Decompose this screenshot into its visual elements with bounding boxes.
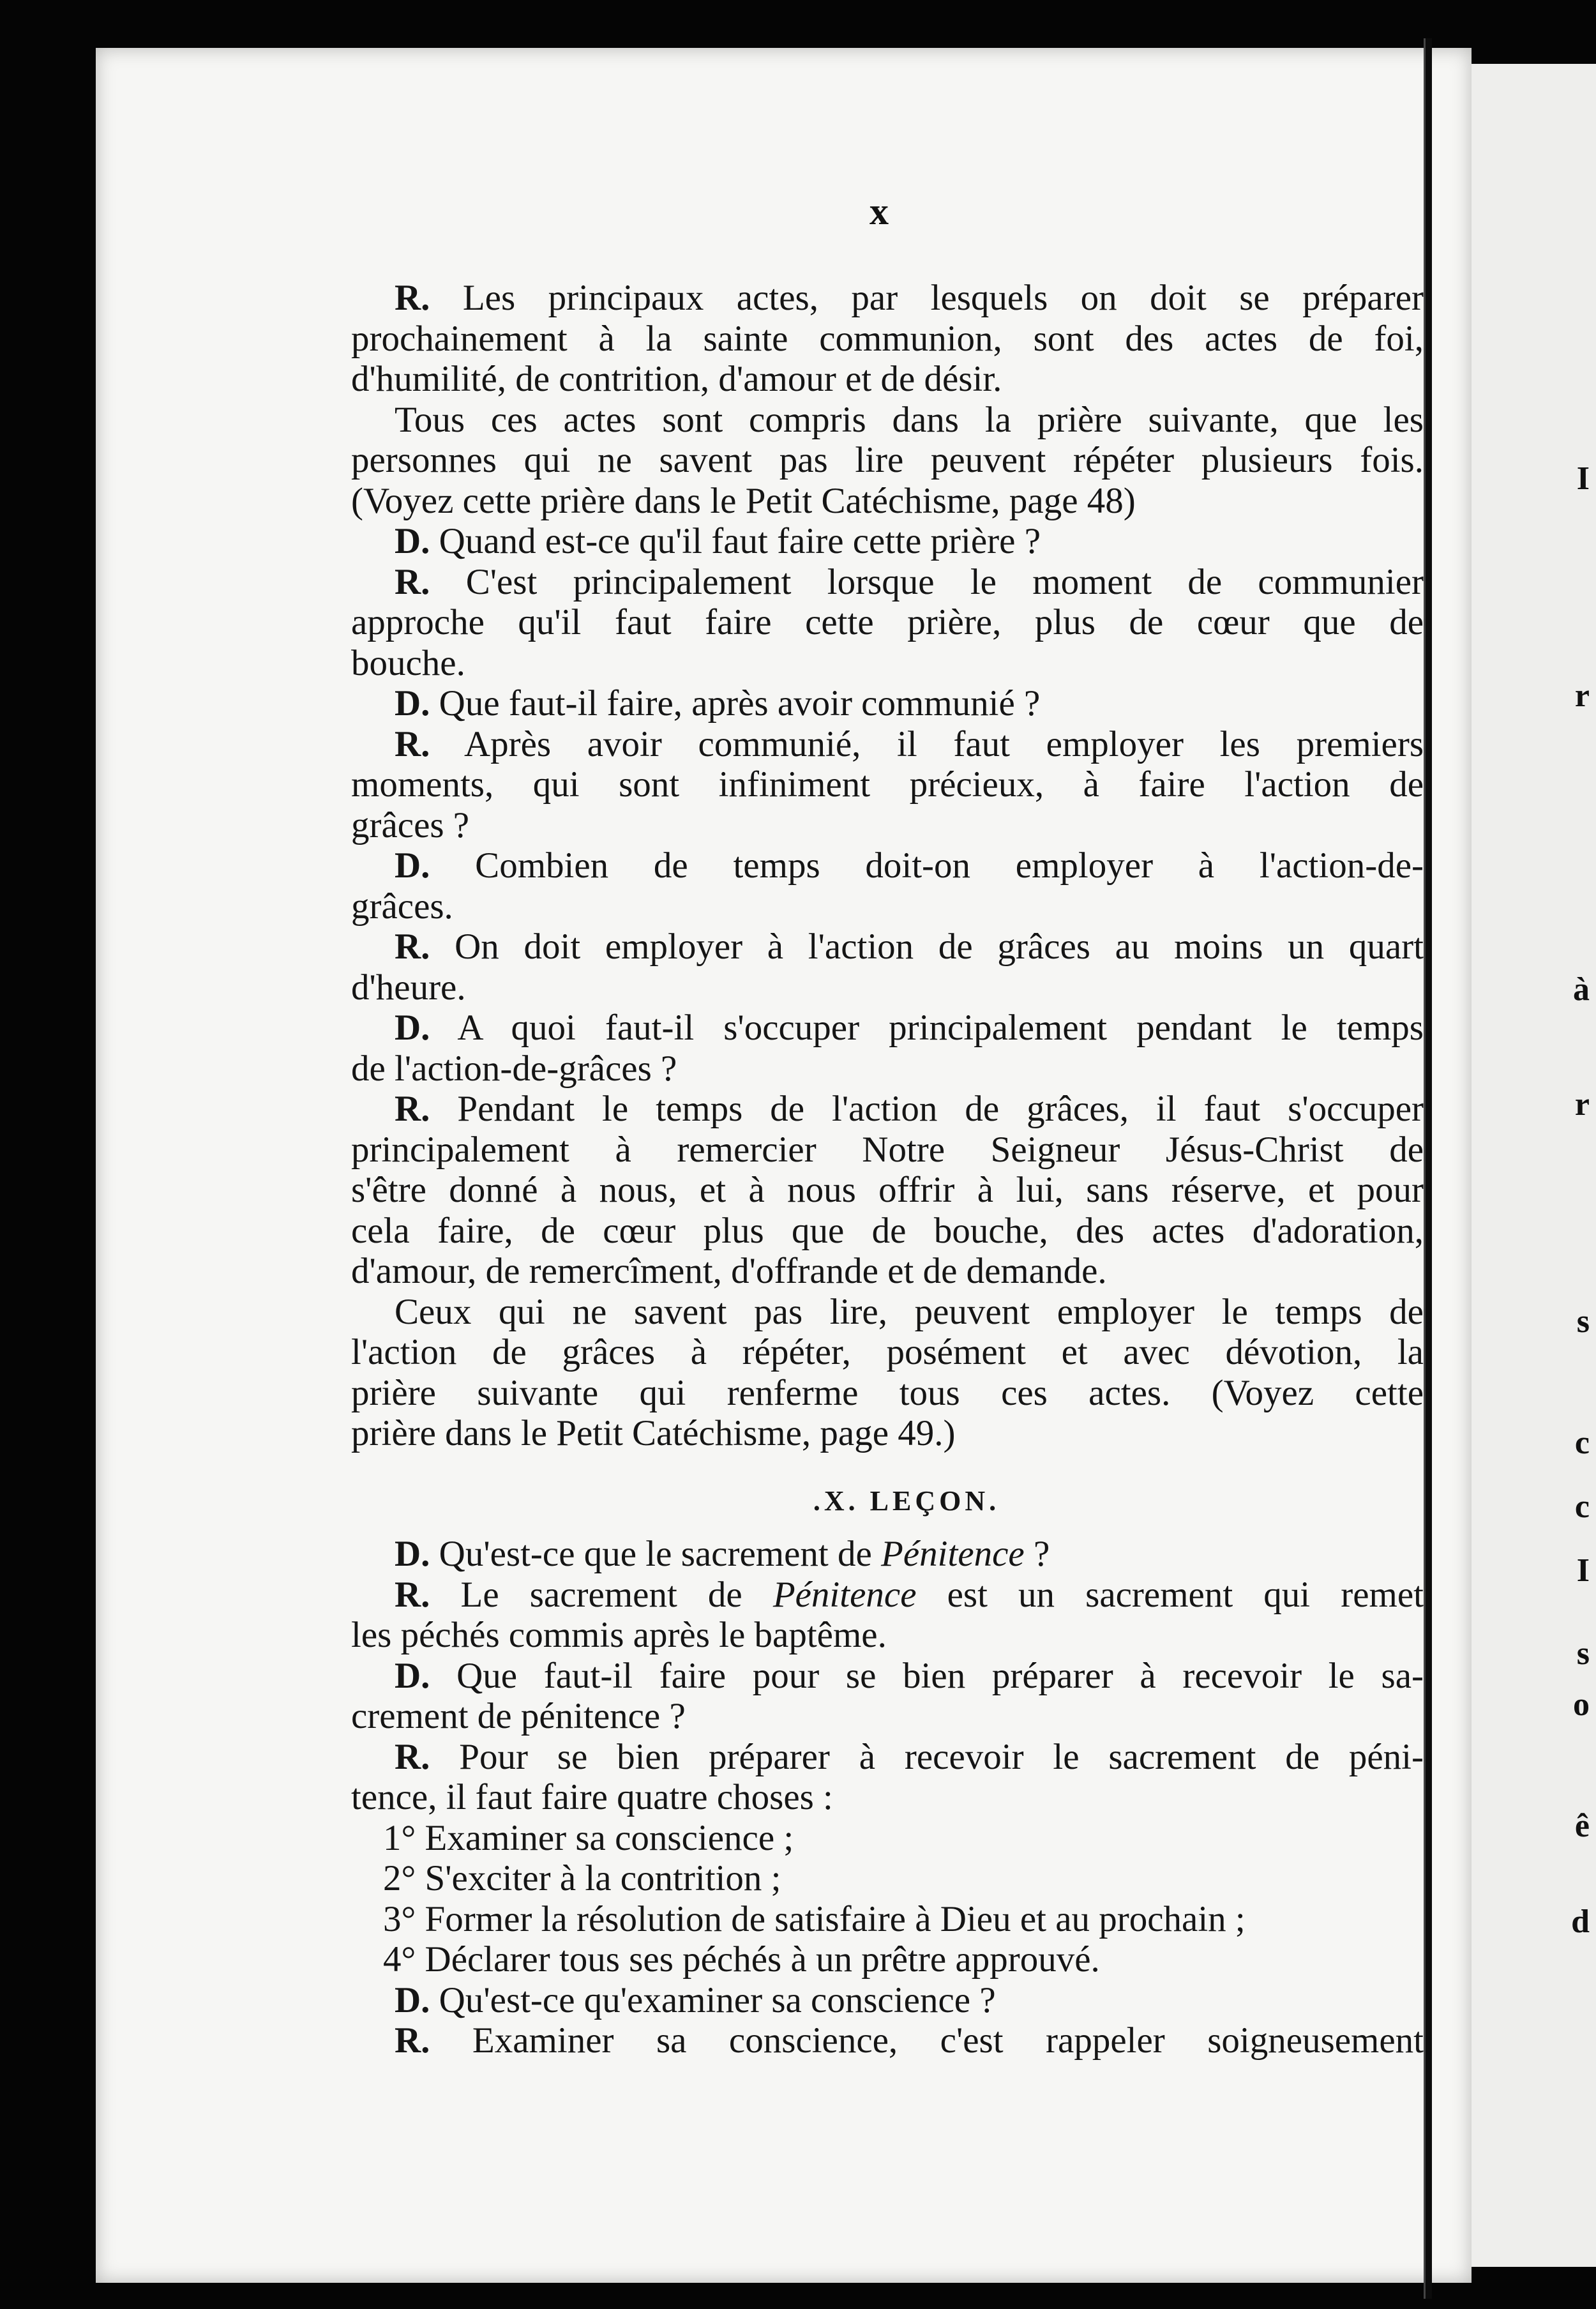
text-line xyxy=(351,481,1424,522)
speaker-marker: D. xyxy=(395,845,430,886)
text-line xyxy=(351,1696,1424,1737)
text-line xyxy=(351,1656,1424,1697)
text-run: Tous ces actes sont compris dans la prière suivante, que les xyxy=(395,399,1424,440)
speaker-marker: R. xyxy=(395,1736,430,1777)
text-run: Les principaux actes, par lesquels on doit se préparer xyxy=(430,278,1424,318)
text-line xyxy=(351,2020,1424,2061)
speaker-marker: R. xyxy=(395,1574,430,1615)
text-run: A quoi faut-il s'occuper principalement pendant le temps xyxy=(430,1008,1424,1048)
text-run: prochainement à la sainte communion, sont des actes de foi, xyxy=(351,318,1424,359)
text-run: (Voyez cette prière dans le Petit Catéchisme, page 48) xyxy=(351,480,1136,521)
text-run: grâces. xyxy=(351,886,453,927)
text-run: de l'action-de-grâces ? xyxy=(351,1048,677,1089)
text-run: Le sacrement de xyxy=(430,1574,773,1615)
text-run: Quand est-ce qu'il faut faire cette prière ? xyxy=(430,521,1041,561)
speaker-marker: D. xyxy=(395,1980,430,2020)
facing-page-letter: d xyxy=(1571,1904,1590,1940)
text-line xyxy=(351,602,1424,643)
book-binding-edge xyxy=(1424,38,1432,2299)
text-run: C'est principalement lorsque le moment de communier xyxy=(430,561,1424,602)
text-line xyxy=(351,1332,1424,1373)
facing-page-letter: s xyxy=(1576,1635,1590,1672)
text-run: Ceux qui ne savent pas lire, peuvent employer le temps de xyxy=(395,1291,1424,1332)
text-line xyxy=(351,1251,1424,1292)
facing-page-letter: I xyxy=(1576,460,1590,497)
text-line xyxy=(351,1170,1424,1211)
text-line xyxy=(351,1130,1424,1170)
facing-page-letter: à xyxy=(1573,971,1590,1008)
speaker-marker: R. xyxy=(395,723,430,764)
text-run: Que faut-il faire, après avoir communié ? xyxy=(430,683,1041,723)
text-line xyxy=(351,1292,1424,1333)
section-gap xyxy=(351,1521,1424,1534)
text-line xyxy=(351,1413,1424,1454)
text-run: On doit employer à l'action de grâces au moins un quart xyxy=(430,927,1424,967)
text-line xyxy=(351,359,1424,400)
speaker-marker: D. xyxy=(395,1534,430,1574)
text-run: s'être donné à nous, et à nous offrir à lui, sans réserve, et pour xyxy=(351,1170,1424,1210)
text-line xyxy=(351,1980,1424,2021)
facing-page-letter: r xyxy=(1574,1086,1590,1123)
text-line xyxy=(351,521,1424,562)
speaker-marker: R. xyxy=(395,1089,430,1129)
text-run: grâces ? xyxy=(351,805,470,845)
speaker-marker: D. xyxy=(395,521,430,561)
speaker-marker: R. xyxy=(395,278,430,318)
text-run: Qu'est-ce qu'examiner sa conscience ? xyxy=(430,1980,996,2020)
text-line xyxy=(351,1008,1424,1049)
text-line xyxy=(351,1534,1424,1575)
emphasized-term: Pénitence xyxy=(772,1574,917,1615)
text-run: Qu'est-ce que le sacrement de xyxy=(430,1534,882,1574)
text-line xyxy=(351,683,1424,724)
text-run: l'action de grâces à répéter, posément et avec dévotion, la xyxy=(351,1332,1424,1372)
text-line xyxy=(351,440,1424,481)
text-line xyxy=(351,764,1424,805)
text-run: personnes qui ne savent pas lire peuvent répéter plusieurs fois. xyxy=(351,440,1424,480)
text-line xyxy=(351,562,1424,603)
facing-page-edge xyxy=(1472,64,1596,2267)
speaker-marker: R. xyxy=(395,561,430,602)
facing-page-letter: I xyxy=(1576,1552,1590,1589)
text-line xyxy=(351,1211,1424,1252)
text-run: d'humilité, de contrition, d'amour et de désir. xyxy=(351,359,1002,399)
text-line xyxy=(351,1737,1424,1778)
speaker-marker: R. xyxy=(395,2020,430,2061)
text-line xyxy=(351,278,1424,319)
section-gap xyxy=(351,1454,1424,1481)
facing-page-letter: r xyxy=(1574,678,1590,714)
facing-page-letter: ê xyxy=(1574,1808,1590,1844)
text-run: moments, qui sont infiniment précieux, à faire l'action de xyxy=(351,764,1424,805)
text-line xyxy=(351,1575,1424,1616)
lesson-heading: .X. LEÇON. xyxy=(813,1485,1000,1517)
text-run: Après avoir communié, il faut employer les premiers xyxy=(430,723,1424,764)
text-line xyxy=(351,643,1424,684)
text-run: Pour se bien préparer à recevoir le sacrement de péni- xyxy=(430,1736,1424,1777)
text-run: principalement à remercier Notre Seigneur Jésus-Christ de xyxy=(351,1129,1424,1170)
text-line xyxy=(351,927,1424,967)
facing-page-letter: o xyxy=(1573,1686,1590,1723)
text-run: prière suivante qui renferme tous ces actes. (Voyez cette xyxy=(351,1372,1424,1413)
page-number: x xyxy=(870,190,889,232)
text-run: Combien de temps doit-on employer à l'action-de- xyxy=(430,845,1424,886)
text-run: cela faire, de cœur plus que de bouche, des actes d'adoration, xyxy=(351,1210,1424,1251)
numbered-list-item: 3° Former la résolution de satisfaire à Dieu et au prochain ; xyxy=(383,1898,1246,1939)
speaker-marker: R. xyxy=(395,927,430,967)
text-line xyxy=(351,886,1424,927)
text-line xyxy=(351,1049,1424,1089)
text-line xyxy=(351,724,1424,765)
facing-page-letter: c xyxy=(1574,1425,1590,1461)
text-run: Pendant le temps de l'action de grâces, il faut s'occuper xyxy=(430,1089,1424,1129)
text-run: approche qu'il faut faire cette prière, plus de cœur que de xyxy=(351,602,1424,642)
text-run: Examiner sa conscience, c'est rappeler soigneusement xyxy=(430,2020,1424,2061)
emphasized-term: Pénitence xyxy=(881,1534,1025,1574)
text-run: d'heure. xyxy=(351,967,466,1008)
text-run: d'amour, de remercîment, d'offrande et de demande. xyxy=(351,1251,1107,1291)
speaker-marker: D. xyxy=(395,1008,430,1048)
facing-page-letter: s xyxy=(1576,1303,1590,1340)
text-line xyxy=(351,1089,1424,1130)
text-line xyxy=(351,319,1424,360)
text-line xyxy=(351,1373,1424,1414)
page-body-text xyxy=(351,278,1424,2061)
text-line xyxy=(351,400,1424,441)
speaker-marker: D. xyxy=(395,683,430,723)
book-page xyxy=(96,48,1472,2283)
text-line xyxy=(351,1615,1424,1656)
numbered-list-item: 1° Examiner sa conscience ; xyxy=(383,1817,794,1858)
text-line xyxy=(351,967,1424,1008)
text-run: bouche. xyxy=(351,642,465,683)
text-run: les péchés commis après le baptême. xyxy=(351,1615,887,1655)
text-line xyxy=(351,805,1424,846)
text-run: Que faut-il faire pour se bien préparer à recevoir le sa- xyxy=(430,1655,1424,1696)
text-run: est un sacrement qui remet xyxy=(916,1574,1424,1615)
numbered-list-item: 2° S'exciter à la contrition ; xyxy=(383,1858,781,1898)
facing-page-letter: c xyxy=(1574,1488,1590,1525)
text-run: crement de pénitence ? xyxy=(351,1696,686,1736)
text-line xyxy=(351,845,1424,886)
speaker-marker: D. xyxy=(395,1655,430,1696)
text-run: ? xyxy=(1024,1534,1050,1574)
text-run: prière dans le Petit Catéchisme, page 49.) xyxy=(351,1413,956,1453)
text-run: tence, il faut faire quatre choses : xyxy=(351,1777,833,1817)
text-line xyxy=(351,1777,1424,1818)
numbered-list-item: 4° Déclarer tous ses péchés à un prêtre approuvé. xyxy=(383,1939,1100,1980)
